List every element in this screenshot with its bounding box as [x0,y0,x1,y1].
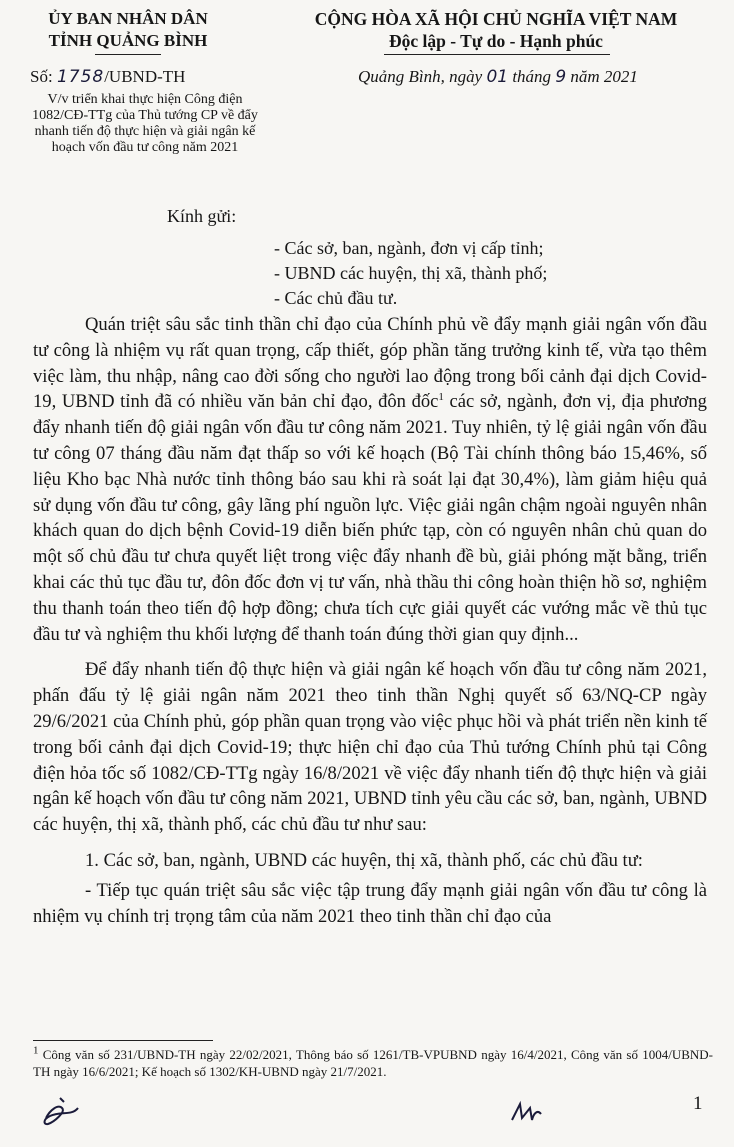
section-1-bullet: - Tiếp tục quán triệt sâu sắc việc tập trung đẩy mạnh giải ngân vốn đầu tư công là nhiệm vụ chính trị trọng tâm của năm 2021 theo tinh thần chỉ đạo của [33,879,707,927]
motto-underline [384,54,610,55]
paragraph-1-part-b: các sở, ngành, đơn vị, địa phương đẩy nhanh tiến độ giải ngân vốn đầu tư công năm 2021. Tuy nhiên, tỷ lệ giải ngân vốn đầu tư công 07 tháng đầu năm đạt thấp so với kế hoạch (Bộ Tài chính thông báo 15,46%, số liệu Kho bạc Nhà nước tỉnh thông báo sau khi rà soát lại đạt 30,4%), làm giảm hiệu quả sử dụng vốn đầu tư công, gây lãng phí nguồn lực. Việc giải ngân chậm ngoài nguyên nhân khách quan do dịch bệnh Covid-19 diễn biến phức tạp, còn có nguyên nhân chủ quan do một số chủ đầu tư chưa quyết liệt trong việc đẩy nhanh đề bù, giải phóng mặt bằng, triển khai các thủ tục đầu tư, đôn đốc đơn vị tư vấn, nhà thầu thi công hoàn thiện hồ sơ, nghiệm thu thanh toán theo tiến độ hợp đồng; chưa tích cực giải quyết các vướng mắc về thủ tục đầu tư và nghiệm thu khối lượng để thanh toán đúng thời gian quy định... [33,391,707,645]
national-motto [268,8,724,52]
handwritten-day: 01 [486,67,509,87]
paragraph-2: Để đẩy nhanh tiến độ thực hiện và giải ngân kế hoạch vốn đầu tư công năm 2021, phấn đấu tỷ lệ giải ngân năm 2021 theo tinh thần Nghị quyết số 63/NQ-CP ngày 29/6/2021 của Chính phủ, góp phần quan trọng vào việc phục hồi và phát triển nền kinh tế trong bối cảnh đại dịch Covid-19; thực hiện chỉ đạo của Thủ tướng Chính phủ tại Công điện hỏa tốc số 1082/CĐ-TTg ngày 16/8/2021 về việc đẩy nhanh tiến độ thực hiện và giải ngân kế hoạch vốn đầu tư công năm 2021, UBND tỉnh yêu cầu các sở, ban, ngành, UBND các huyện, thị xã, thành phố, các chủ đầu tư như sau: [33,659,707,836]
handwritten-doc-number: 1758 [56,67,105,87]
year-label: năm 2021 [570,67,638,86]
section-1-heading: 1. Các sở, ban, ngành, UBND các huyện, thị xã, thành phố, các chủ đầu tư: [85,849,643,871]
page-number: 1 [693,1093,703,1114]
paragraph-1 [33,312,707,647]
footnote-text: Công văn số 231/UBND-TH ngày 22/02/2021, Thông báo số 1261/TB-VPUBND ngày 16/4/2021, Công văn số 1004/UBND-TH ngày 16/6/2021; Kế hoạch số 1302/KH-UBND ngày 21/7/2021. [33,1047,713,1079]
footnote [33,1046,713,1080]
agency-line-2: TỈNH QUẢNG BÌNH [48,31,208,50]
agency-line-1: ỦY BAN NHÂN DÂN [48,9,208,28]
document-body [33,312,707,939]
nation-line-2: Độc lập - Tự do - Hạnh phúc [389,31,603,51]
doc-number-prefix: Số: [30,67,53,86]
month-label: tháng [512,67,552,86]
recipient-item: - UBND các huyện, thị xã, thành phố; [274,263,548,283]
issuing-agency [28,8,228,52]
recipient-item: - Các chủ đầu tư. [274,288,398,308]
initial-signature-left [38,1090,98,1130]
nation-line-1: CỘNG HÒA XÃ HỘI CHỦ NGHĨA VIỆT NAM [314,9,678,29]
initial-signature-right [508,1100,544,1126]
footnote-separator [33,1040,213,1041]
agency-underline [95,54,161,55]
footnote-marker: 1 [33,1044,39,1057]
doc-number-suffix: /UBND-TH [104,67,186,86]
subject-line: V/v triển khai thực hiện Công điện 1082/CĐ-TTg của Thủ tướng CP về đẩy nhanh tiến độ thực hiện và giải ngân kế hoạch vốn đầu tư công năm 2021 [32,92,258,155]
paragraph-1-part-a: Quán triệt sâu sắc tinh thần chỉ đạo của Chính phủ về đẩy mạnh giải ngân vốn đầu tư công là nhiệm vụ rất quan trọng, cấp thiết, góp phần tăng trưởng kinh tế, vừa tạo thêm việc làm, thu nhập, nâng cao đời sống cho người lao động trong bối cảnh đại dịch Covid-19, UBND tỉnh đã có nhiều văn bản chỉ đạo, đôn đốc [33,314,707,413]
document-number [30,67,185,87]
recipient-item: - Các sở, ban, ngành, đơn vị cấp tỉnh; [274,238,544,258]
recipient-list [274,236,547,311]
footnote-reference: 1 [438,391,444,404]
handwritten-month: 9 [555,67,567,87]
place-label: Quảng Bình, ngày [358,67,483,86]
salutation: Kính gửi: [167,206,237,226]
place-and-date [358,67,638,87]
